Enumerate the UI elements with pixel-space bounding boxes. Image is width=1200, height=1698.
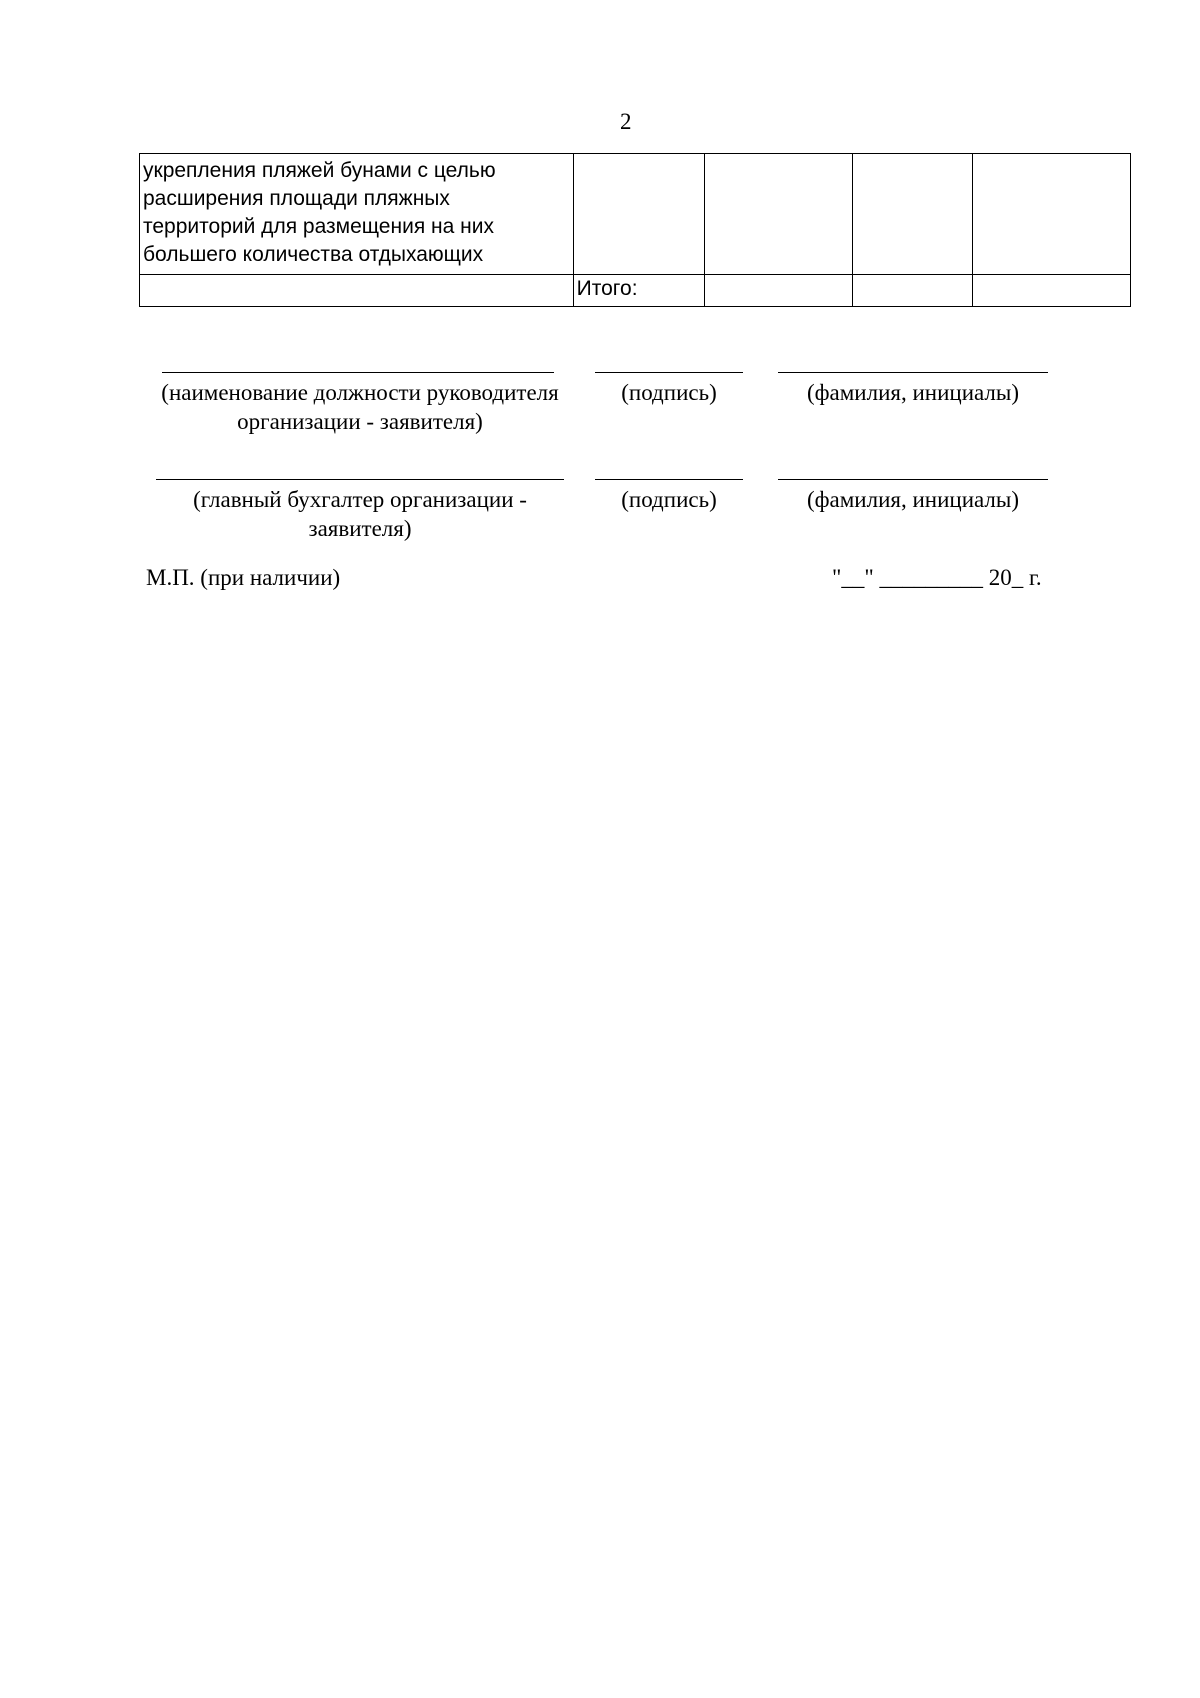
empty-cell <box>573 154 704 275</box>
signature-caption: (подпись) <box>621 487 717 512</box>
empty-cell <box>853 154 973 275</box>
name-caption: (фамилия, инициалы) <box>806 380 1020 405</box>
stamp-note: М.П. (при наличии) <box>146 565 341 590</box>
caption-line: организации - заявителя) <box>237 409 483 434</box>
description-line: укрепления пляжей бунами с целью <box>143 159 496 182</box>
accountant-line <box>156 479 564 480</box>
empty-cell <box>705 275 853 307</box>
empty-cell <box>140 275 574 307</box>
table-row <box>140 154 1131 275</box>
head-position-line <box>162 372 554 373</box>
accountant-caption <box>140 485 580 543</box>
page-number: 2 <box>620 109 632 134</box>
description-line: большего количества отдыхающих <box>143 243 484 266</box>
name-line <box>778 372 1048 373</box>
caption-line: (главный бухгалтер организации - <box>193 487 527 512</box>
total-row <box>140 275 1131 307</box>
empty-cell <box>973 275 1131 307</box>
description-line: расширения площади пляжных <box>143 187 450 210</box>
caption-line: (наименование должности руководителя <box>161 380 559 405</box>
caption-line: заявителя) <box>308 516 412 541</box>
description-cell <box>140 154 574 275</box>
budget-table <box>139 153 1131 307</box>
date-placeholder: "__" _________ 20_ г. <box>832 565 1042 590</box>
empty-cell <box>705 154 853 275</box>
name-line <box>778 479 1048 480</box>
signature-line <box>595 479 743 480</box>
head-position-caption <box>140 378 580 436</box>
signature-caption: (подпись) <box>621 380 717 405</box>
name-caption: (фамилия, инициалы) <box>806 487 1020 512</box>
signature-line <box>595 372 743 373</box>
empty-cell <box>853 275 973 307</box>
description-line: территорий для размещения на них <box>143 215 494 238</box>
empty-cell <box>973 154 1131 275</box>
total-label: Итого: <box>573 275 704 307</box>
